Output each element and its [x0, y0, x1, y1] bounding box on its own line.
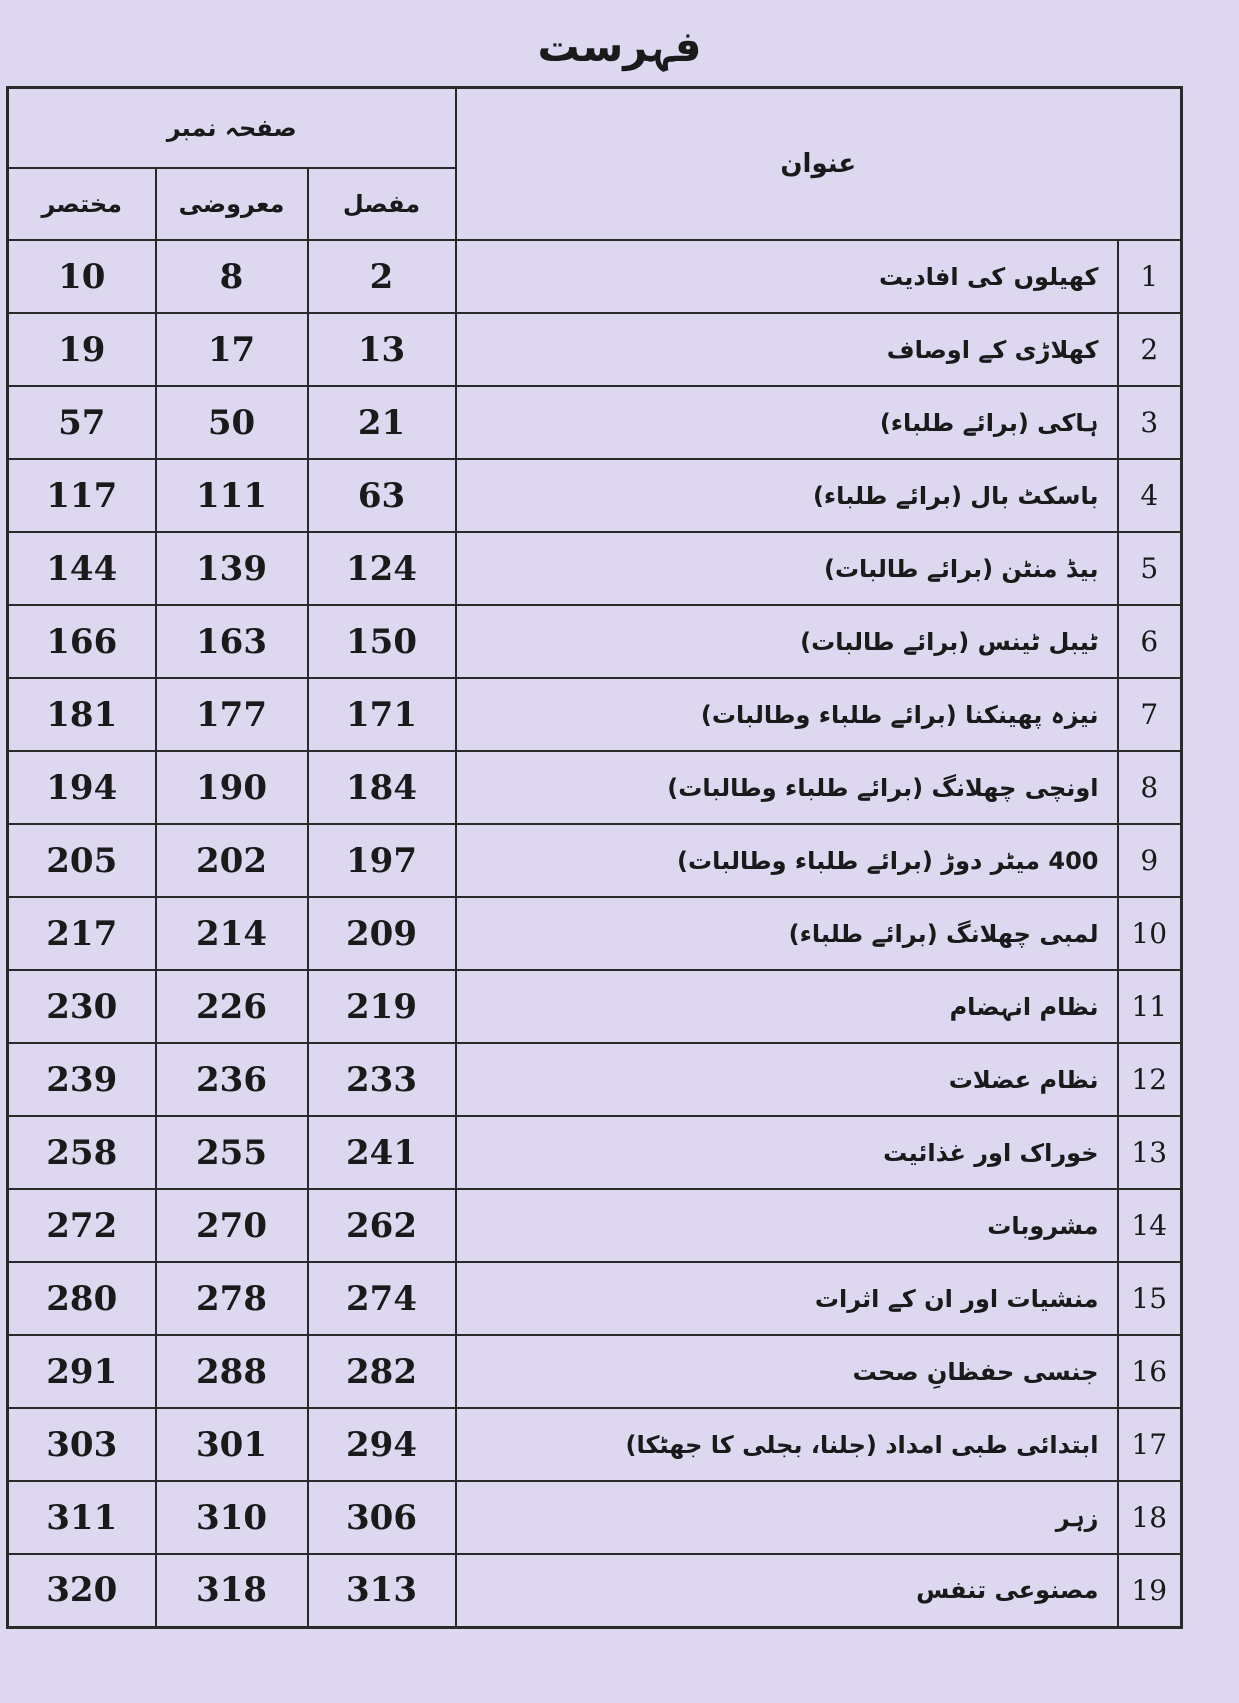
table-row — [8, 751, 1182, 824]
table-row — [8, 1043, 1182, 1116]
mukhtasar-page-number: 239 — [8, 1043, 156, 1116]
table-row — [8, 240, 1182, 313]
maroozi-page-number: 214 — [156, 897, 308, 970]
table-row — [8, 1481, 1182, 1554]
chapter-title: کھلاڑی کے اوصاف — [456, 313, 1118, 386]
mukhtasar-page-number: 272 — [8, 1189, 156, 1262]
mufassal-page-number: 13 — [308, 313, 456, 386]
mukhtasar-page-number: 194 — [8, 751, 156, 824]
mukhtasar-page-number: 117 — [8, 459, 156, 532]
chapter-title: مشروبات — [456, 1189, 1118, 1262]
maroozi-page-number: 318 — [156, 1554, 308, 1627]
chapter-number: 4 — [1118, 459, 1182, 532]
mukhtasar-column-header: مختصر — [8, 168, 156, 240]
chapter-title: کھیلوں کی افادیت — [456, 240, 1118, 313]
mukhtasar-page-number: 181 — [8, 678, 156, 751]
table-row — [8, 1262, 1182, 1335]
chapter-title: زہر — [456, 1481, 1118, 1554]
maroozi-page-number: 255 — [156, 1116, 308, 1189]
mufassal-page-number: 209 — [308, 897, 456, 970]
chapter-title: جنسی حفظانِ صحت — [456, 1335, 1118, 1408]
chapter-title: منشیات اور ان کے اثرات — [456, 1262, 1118, 1335]
mukhtasar-page-number: 320 — [8, 1554, 156, 1627]
chapter-number: 14 — [1118, 1189, 1182, 1262]
chapter-number: 6 — [1118, 605, 1182, 678]
chapter-title: مصنوعی تنفس — [456, 1554, 1118, 1627]
mukhtasar-page-number: 291 — [8, 1335, 156, 1408]
chapter-number: 16 — [1118, 1335, 1182, 1408]
chapter-number: 12 — [1118, 1043, 1182, 1116]
chapter-title: ٹیبل ٹینس (برائے طالبات) — [456, 605, 1118, 678]
chapter-title: خوراک اور غذائیت — [456, 1116, 1118, 1189]
maroozi-page-number: 139 — [156, 532, 308, 605]
table-row — [8, 1408, 1182, 1481]
table-row — [8, 970, 1182, 1043]
chapter-title: نظام انہضام — [456, 970, 1118, 1043]
maroozi-page-number: 236 — [156, 1043, 308, 1116]
mukhtasar-page-number: 280 — [8, 1262, 156, 1335]
mufassal-page-number: 233 — [308, 1043, 456, 1116]
mufassal-page-number: 294 — [308, 1408, 456, 1481]
table-row — [8, 1189, 1182, 1262]
chapter-number: 2 — [1118, 313, 1182, 386]
mukhtasar-page-number: 10 — [8, 240, 156, 313]
contents-table — [6, 86, 1183, 1629]
mufassal-page-number: 274 — [308, 1262, 456, 1335]
chapter-number: 11 — [1118, 970, 1182, 1043]
mufassal-page-number: 21 — [308, 386, 456, 459]
maroozi-page-number: 163 — [156, 605, 308, 678]
chapter-number: 19 — [1118, 1554, 1182, 1627]
mufassal-page-number: 306 — [308, 1481, 456, 1554]
mukhtasar-page-number: 217 — [8, 897, 156, 970]
mukhtasar-page-number: 258 — [8, 1116, 156, 1189]
chapter-title: بیڈ منٹن (برائے طالبات) — [456, 532, 1118, 605]
maroozi-page-number: 288 — [156, 1335, 308, 1408]
mufassal-column-header: مفصل — [308, 168, 456, 240]
chapter-title: لمبی چھلانگ (برائے طلباء) — [456, 897, 1118, 970]
chapter-title: باسکٹ بال (برائے طلباء) — [456, 459, 1118, 532]
chapter-number: 15 — [1118, 1262, 1182, 1335]
chapter-title: اونچی چھلانگ (برائے طلباء وطالبات) — [456, 751, 1118, 824]
mukhtasar-page-number: 57 — [8, 386, 156, 459]
chapter-number: 10 — [1118, 897, 1182, 970]
table-row — [8, 1335, 1182, 1408]
table-row — [8, 1116, 1182, 1189]
table-row — [8, 605, 1182, 678]
page-number-group-header: صفحہ نمبر — [8, 88, 456, 169]
chapter-number: 13 — [1118, 1116, 1182, 1189]
mufassal-page-number: 219 — [308, 970, 456, 1043]
maroozi-page-number: 190 — [156, 751, 308, 824]
mukhtasar-page-number: 166 — [8, 605, 156, 678]
title-column-header: عنوان — [456, 88, 1182, 241]
mufassal-page-number: 63 — [308, 459, 456, 532]
table-row — [8, 459, 1182, 532]
maroozi-page-number: 270 — [156, 1189, 308, 1262]
table-row — [8, 532, 1182, 605]
chapter-title: نیزہ پھینکنا (برائے طلباء وطالبات) — [456, 678, 1118, 751]
mufassal-page-number: 184 — [308, 751, 456, 824]
table-row — [8, 386, 1182, 459]
maroozi-page-number: 111 — [156, 459, 308, 532]
mufassal-page-number: 282 — [308, 1335, 456, 1408]
chapter-number: 8 — [1118, 751, 1182, 824]
mukhtasar-page-number: 144 — [8, 532, 156, 605]
chapter-title: 400 میٹر دوڑ (برائے طلباء وطالبات) — [456, 824, 1118, 897]
mukhtasar-page-number: 303 — [8, 1408, 156, 1481]
maroozi-page-number: 278 — [156, 1262, 308, 1335]
mufassal-page-number: 2 — [308, 240, 456, 313]
maroozi-page-number: 226 — [156, 970, 308, 1043]
maroozi-page-number: 301 — [156, 1408, 308, 1481]
mufassal-page-number: 171 — [308, 678, 456, 751]
maroozi-column-header: معروضی — [156, 168, 308, 240]
mukhtasar-page-number: 19 — [8, 313, 156, 386]
chapter-number: 18 — [1118, 1481, 1182, 1554]
maroozi-page-number: 177 — [156, 678, 308, 751]
mukhtasar-page-number: 230 — [8, 970, 156, 1043]
mukhtasar-page-number: 311 — [8, 1481, 156, 1554]
mufassal-page-number: 124 — [308, 532, 456, 605]
chapter-number: 3 — [1118, 386, 1182, 459]
page-title: فہرست — [537, 22, 702, 71]
table-row — [8, 824, 1182, 897]
contents-table-body — [8, 240, 1182, 1627]
table-row — [8, 897, 1182, 970]
mufassal-page-number: 197 — [308, 824, 456, 897]
chapter-number: 1 — [1118, 240, 1182, 313]
maroozi-page-number: 17 — [156, 313, 308, 386]
mufassal-page-number: 241 — [308, 1116, 456, 1189]
chapter-number: 7 — [1118, 678, 1182, 751]
maroozi-page-number: 50 — [156, 386, 308, 459]
chapter-title: ہاکی (برائے طلباء) — [456, 386, 1118, 459]
mufassal-page-number: 262 — [308, 1189, 456, 1262]
chapter-number: 17 — [1118, 1408, 1182, 1481]
table-row — [8, 313, 1182, 386]
table-row — [8, 678, 1182, 751]
maroozi-page-number: 8 — [156, 240, 308, 313]
chapter-title: نظام عضلات — [456, 1043, 1118, 1116]
chapter-title: ابتدائی طبی امداد (جلنا، بجلی کا جھٹکا) — [456, 1408, 1118, 1481]
chapter-number: 5 — [1118, 532, 1182, 605]
maroozi-page-number: 202 — [156, 824, 308, 897]
mukhtasar-page-number: 205 — [8, 824, 156, 897]
table-row — [8, 1554, 1182, 1627]
maroozi-page-number: 310 — [156, 1481, 308, 1554]
mufassal-page-number: 313 — [308, 1554, 456, 1627]
mufassal-page-number: 150 — [308, 605, 456, 678]
chapter-number: 9 — [1118, 824, 1182, 897]
